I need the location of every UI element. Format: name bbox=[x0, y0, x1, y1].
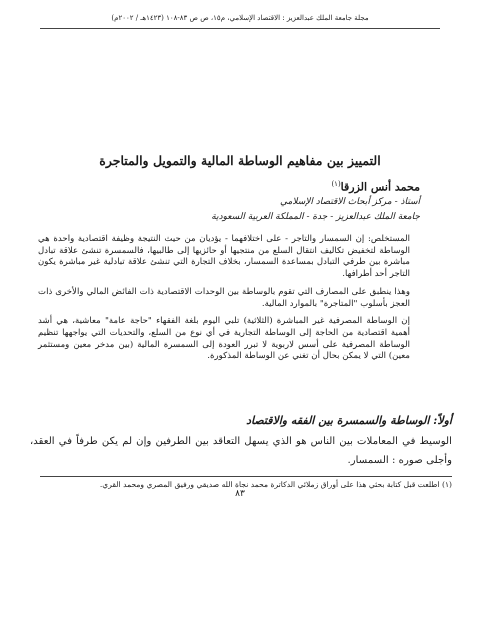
author-affiliation-institution: جامعة الملك عبدالعزيز - جدة - المملكة العربية السعودية bbox=[211, 212, 420, 222]
section-heading: أولاً: الوساطة والسمسرة بين الفقه والاقتصاد bbox=[246, 414, 452, 427]
footnote: (١) اطلعت قبل كتابة بحثي هذا على أوراق زملائي الدكاترة محمد نجاة الله صديقي ورفيق المصري ومحمد القري. bbox=[99, 480, 452, 489]
footnote-rule bbox=[40, 476, 452, 477]
author-affiliation-position: أستاذ - مركز أبحاث الاقتصاد الإسلامي bbox=[280, 197, 420, 207]
header-rule bbox=[40, 28, 440, 29]
paper-title: التمييز بين مفاهيم الوساطة المالية والتمويل والمتاجرة bbox=[99, 153, 381, 168]
abstract-paragraph: وهذا ينطبق على المصارف التي تقوم بالوساطة بين الوحدات الاقتصادية ذات الفائض المالي والأخرى ذات العجز بأسلوب "المتاجرة" بالموارد المالية. bbox=[38, 286, 410, 309]
abstract bbox=[38, 234, 410, 369]
section-body bbox=[30, 432, 452, 470]
page-number: ٨٣ bbox=[235, 489, 245, 499]
author-name: محمد أنس الزرقا bbox=[340, 180, 420, 194]
abstract-paragraph: المستخلص: إن السمسار والتاجر - على اختلافهما - يؤديان من حيث النتيجة وظيفة اقتصادية واحدة هي الوساطة لتخفيض تكاليف انتقال السلع من منتجيها أو حائزيها إلى طالبيها، فالسمسرة تنشئ علاقة تبادل مباشرة بين طرفي التبادل بمساعدة السمسار، بخلاف التجارة التي تنشئ علاقة تبادلية غير مباشرة يكون التاجر أحد أطرافها. bbox=[38, 234, 410, 280]
body-paragraph: الوسيط في المعاملات بين الناس هو الذي يسهل التعاقد بين الطرفين وإن لم يكن طرفاً في العقد، وأجلى صوره : السمسار. bbox=[30, 436, 452, 466]
journal-header: مجلة جامعة الملك عبدالعزيز : الاقتصاد الإسلامي، م١٥، ص ص ٨٣-١٠٨ (١٤٢٣هـ / ٢٠٠٢م) bbox=[111, 14, 369, 22]
author-line bbox=[150, 180, 420, 194]
author-footnote-marker: (١) bbox=[331, 180, 341, 188]
abstract-paragraph: إن الوساطة المصرفية غير المباشرة (الثلاثية) تلبي اليوم بلغة الفقهاء "حاجة عامة" معاشية، هي أشد أهمية اقتصادية من الحاجة إلى الوساطة التجارية في أي نوع من السلع، والتحديات التي يواجهها تنظيم الوساطة المصرفية على أسس لاربوية لا تبرر العودة إلى السمسرة المالية (بين مدخر معين ومستثمر معين) التي لا يمكن بحال أن تغني عن الوساطة المذكورة. bbox=[38, 316, 410, 362]
